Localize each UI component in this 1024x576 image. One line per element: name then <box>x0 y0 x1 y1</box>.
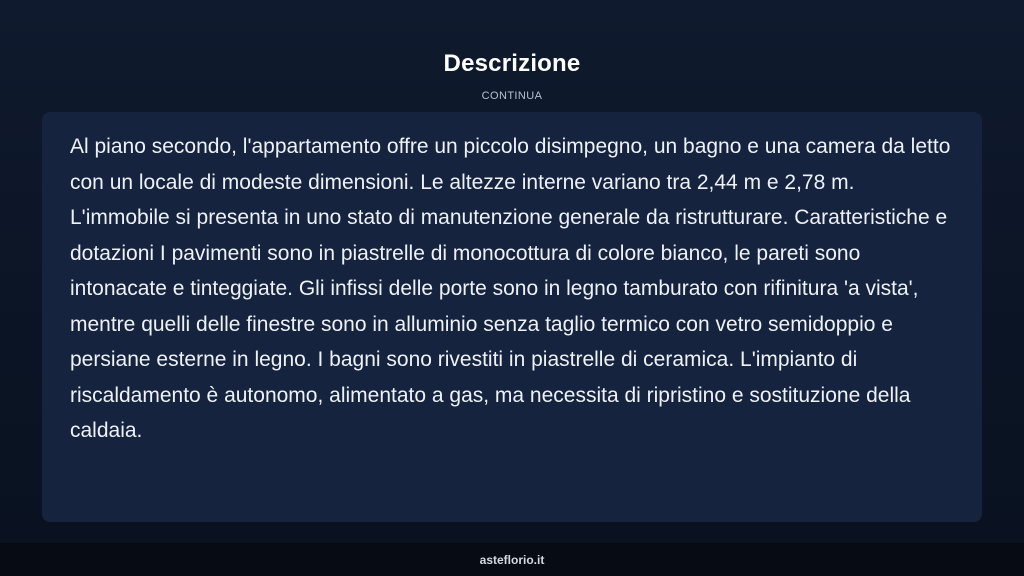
page-title: Descrizione <box>443 50 581 77</box>
footer-bar <box>0 543 1024 576</box>
page-subtitle: CONTINUA <box>481 90 543 102</box>
footer-site-label: asteflorio.it <box>479 552 545 567</box>
description-text: Al piano secondo, l'appartamento offre un piccolo disimpegno, un bagno e una camera da letto con un locale di modeste dimensioni. Le altezze interne variano tra 2,44 m e 2,78 m. L'immobile si presenta in uno stato di manutenzione generale da ristrutturare. Caratteristiche e dotazioni I pavimenti sono in piastrelle di monocottura di colore bianco, le pareti sono intonacate e tinteggiate. Gli infissi delle porte sono in legno tamburato con rifinitura 'a vista', mentre quelli delle finestre sono in alluminio senza taglio termico con vetro semidoppio e persiane esterne in legno. I bagni sono rivestiti in piastrelle di ceramica. L'impianto di riscaldamento è autonomo, alimentato a gas, ma necessita di ripristino e sostituzione della caldaia. <box>70 135 951 442</box>
description-card <box>42 112 982 522</box>
